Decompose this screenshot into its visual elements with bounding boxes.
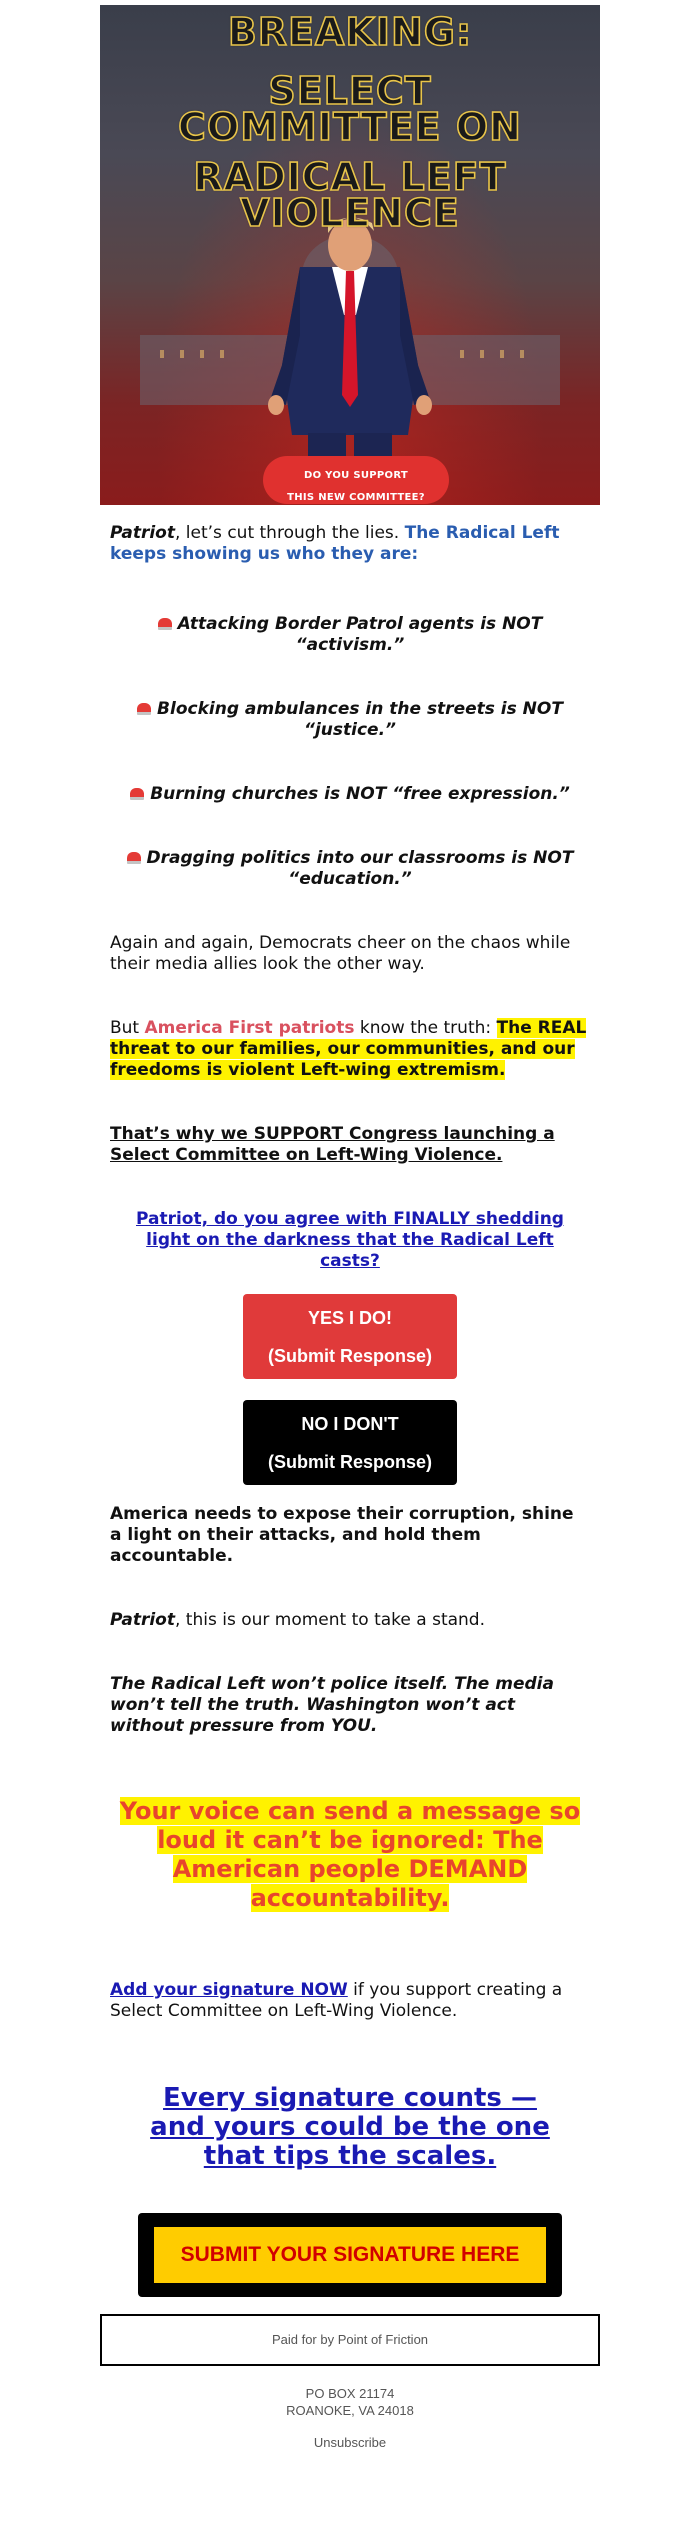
bullet-item xyxy=(110,614,590,656)
moment-rest: , this is our moment to take a stand. xyxy=(175,1610,485,1630)
hero-banner[interactable] xyxy=(100,5,600,505)
email-body xyxy=(100,0,600,2450)
question-link[interactable]: Patriot, do you agree with FINALLY shedding light on the darkness that the Radical Left casts? xyxy=(136,1209,564,1271)
highlighted-threat-text: The REAL threat to our families, our communities, and our freedoms is violent Left-wing extremism. xyxy=(110,1018,587,1080)
hero-line-select: SELECT xyxy=(268,69,432,113)
truth-pre: But xyxy=(110,1018,145,1038)
hero-headline-select xyxy=(100,69,600,149)
address-line1: PO BOX 21174 xyxy=(305,2386,395,2401)
paid-for-box: Paid for by Point of Friction xyxy=(100,2314,600,2366)
siren-icon xyxy=(137,703,151,715)
bullet-text: Burning churches is NOT “free expression.” xyxy=(150,784,570,804)
hero-line-violence: VIOLENCE xyxy=(240,191,460,235)
siren-icon xyxy=(158,618,172,630)
hero-support-button[interactable] xyxy=(263,456,449,504)
message-content xyxy=(100,523,600,2171)
bullet-text: Dragging politics into our classrooms is NOT “education.” xyxy=(146,848,574,889)
hero-cta-line1: DO YOU SUPPORT xyxy=(303,470,409,481)
moment-paragraph xyxy=(110,1610,590,1631)
america-first-text: America First patriots xyxy=(144,1018,355,1038)
submit-signature-frame xyxy=(138,2213,562,2297)
unsubscribe-link[interactable]: Unsubscribe xyxy=(313,2435,387,2450)
truth-mid: know the truth: xyxy=(354,1018,497,1038)
siren-icon xyxy=(130,788,144,800)
support-paragraph: That’s why we SUPPORT Congress launching a Select Committee on Left-Wing Violence. xyxy=(110,1124,555,1165)
hero-line-committee: COMMITTEE ON xyxy=(178,105,522,149)
bullet-item xyxy=(110,784,590,805)
bullet-item xyxy=(110,699,590,741)
intro-lead: Patriot xyxy=(110,523,175,543)
bullet-text: Attacking Border Patrol agents is NOT “activism.” xyxy=(177,614,543,655)
hero-cta-line2: THIS NEW COMMITTEE? xyxy=(287,492,425,503)
intro-rest: , let’s cut through the lies. xyxy=(175,523,405,543)
hero-headline-radical xyxy=(100,155,600,235)
voice-callout xyxy=(110,1797,590,1913)
no-button-label: NO I DON'T xyxy=(301,1414,399,1434)
hero-line-radical-left: RADICAL LEFT xyxy=(193,155,507,199)
yes-button-label: YES I DO! xyxy=(307,1308,392,1328)
add-signature-link[interactable]: Add your signature NOW xyxy=(110,1980,348,2000)
no-button-sublabel: (Submit Response) xyxy=(267,1452,432,1472)
truth-paragraph xyxy=(110,1018,590,1081)
intro-paragraph xyxy=(110,523,590,565)
no-button[interactable] xyxy=(243,1400,457,1485)
submit-signature-button[interactable]: SUBMIT YOUR SIGNATURE HERE xyxy=(154,2227,546,2283)
yes-button-sublabel: (Submit Response) xyxy=(267,1346,432,1366)
bullet-item xyxy=(110,848,590,890)
bullet-text: Blocking ambulances in the streets is NOT “justice.” xyxy=(157,699,563,740)
yes-button[interactable] xyxy=(243,1294,457,1379)
again-paragraph: Again and again, Democrats cheer on the chaos while their media allies look the other way. xyxy=(110,933,571,974)
mailing-address xyxy=(100,2385,600,2419)
signature-paragraph xyxy=(110,1980,590,2022)
moment-lead: Patriot xyxy=(110,1610,175,1630)
hero-headline-breaking: BREAKING: xyxy=(227,10,473,54)
signature-rest: if you support creating a Select Committee on Left-Wing Violence. xyxy=(110,1980,563,2021)
police-paragraph: The Radical Left won’t police itself. The media won’t tell the truth. Washington won’t act without pressure from YOU. xyxy=(110,1674,554,1736)
expose-paragraph: America needs to expose their corruption, shine a light on their attacks, and hold them accountable. xyxy=(110,1504,574,1566)
every-signature-link[interactable]: Every signature counts — and yours could be the one that tips the scales. xyxy=(150,2083,550,2171)
intro-blue-text: The Radical Left keeps showing us who they are: xyxy=(110,523,560,564)
address-line2: ROANOKE, VA 24018 xyxy=(286,2403,414,2418)
siren-icon xyxy=(127,852,141,864)
voice-callout-text: Your voice can send a message so loud it can’t be ignored: The American people DEMAND accountability. xyxy=(119,1797,581,1912)
